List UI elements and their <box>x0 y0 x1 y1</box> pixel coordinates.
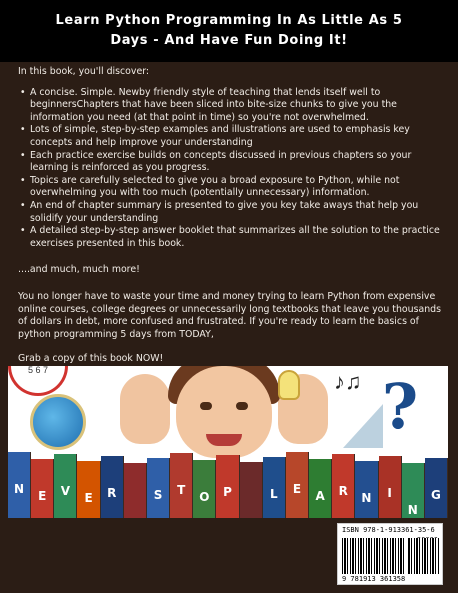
eye-icon <box>236 402 248 410</box>
book-letter: N <box>14 482 25 496</box>
clock-icon: 5 6 7 <box>8 366 68 396</box>
call-to-action: Grab a copy of this book NOW! <box>18 353 164 365</box>
title-banner <box>0 0 458 62</box>
globe-icon <box>30 394 86 450</box>
barcode-gap <box>404 538 407 574</box>
book-letter: O <box>199 490 210 504</box>
book-spine <box>31 459 54 518</box>
lightbulb-icon <box>278 370 300 400</box>
list-item: • An end of chapter summary is presented to give you key take aways that help you solidify your understanding <box>18 200 442 225</box>
set-square-icon <box>343 404 383 448</box>
intro-text: In this book, you'll discover: <box>18 66 150 77</box>
list-item: • A detailed step-by-step answer booklet that summarizes all the solution to the practice exercises presented in this book. <box>18 225 442 250</box>
book-spine <box>309 459 332 518</box>
title-line-1: Learn Python Programming In As Little As 5 <box>55 13 403 28</box>
book-letter: N <box>407 503 418 517</box>
book-spine <box>355 461 378 518</box>
book-spine <box>263 457 286 518</box>
book-letter: A <box>315 489 325 503</box>
barcode-bars <box>342 538 440 574</box>
music-notes-icon: ♪♫ <box>334 369 362 394</box>
description <box>18 66 442 366</box>
book-letter: E <box>292 482 302 496</box>
book-letter: V <box>60 484 71 498</box>
list-item: • A concise. Simple. Newby friendly style of teaching that lends itself well to beginnersChapters that have been sliced into bite-size chunks to give you the information you need (at that point in time) so you're not overwhelmed. <box>18 87 442 125</box>
list-item: • Topics are carefully selected to give you a broad exposure to Python, while not overwhelming you with too much (potentially unnecessary) information. <box>18 175 442 200</box>
book-letter: N <box>361 491 372 505</box>
book-spine <box>379 456 402 518</box>
book-spine <box>124 463 147 518</box>
book-letter: E <box>38 489 47 503</box>
book-spine <box>216 455 239 518</box>
book-letter: I <box>387 486 392 500</box>
book-spine <box>170 453 193 518</box>
book-letter: E <box>84 491 93 505</box>
book-spine <box>332 454 355 518</box>
book-spine <box>101 456 124 518</box>
pitch-paragraph: You no longer have to waste your time and money trying to learn Python from expensive online courses, college degrees or unnecessarily long textbooks that leave you thousands of dollars in debt, more confused and frustrated. If you're ready to learn the basics of python programming 5 days from TODAY, <box>18 290 442 340</box>
book-spine <box>54 454 77 518</box>
book-spine <box>193 460 216 518</box>
title-line-2: Days - And Have Fun Doing It! <box>110 33 348 48</box>
barcode-number: 9 781913 361358 <box>342 575 406 583</box>
books-row <box>8 452 448 518</box>
list-item: • Each practice exercise builds on concepts discussed in previous chapters so your learning is reinforced as you progress. <box>18 150 442 175</box>
book-spine <box>402 463 425 518</box>
book-spine <box>77 461 100 518</box>
book-spine <box>8 452 31 518</box>
question-mark-icon: ? <box>381 370 419 443</box>
book-letter: L <box>269 487 278 501</box>
book-letter: G <box>430 488 441 502</box>
book-spine <box>425 458 448 518</box>
book-spine <box>240 462 263 518</box>
book-letter: P <box>223 485 232 499</box>
more-text: ....and much, much more! <box>18 264 140 276</box>
isbn-label: ISBN 978-1-913361-35-6 <box>342 526 435 534</box>
barcode <box>337 523 443 585</box>
book-spine <box>286 452 309 518</box>
book-letter: T <box>177 483 186 497</box>
book-spine <box>147 458 170 518</box>
left-hand <box>120 374 170 444</box>
book-letter: S <box>153 488 163 502</box>
book-letter: R <box>338 484 348 498</box>
eye-icon <box>200 402 212 410</box>
book-letter: R <box>107 486 117 500</box>
list-item: • Lots of simple, step-by-step examples and illustrations are used to emphasis key concepts and help improve your understanding <box>18 124 442 149</box>
feature-list <box>18 87 442 251</box>
cover-illustration <box>8 366 448 518</box>
book-title <box>56 11 403 51</box>
